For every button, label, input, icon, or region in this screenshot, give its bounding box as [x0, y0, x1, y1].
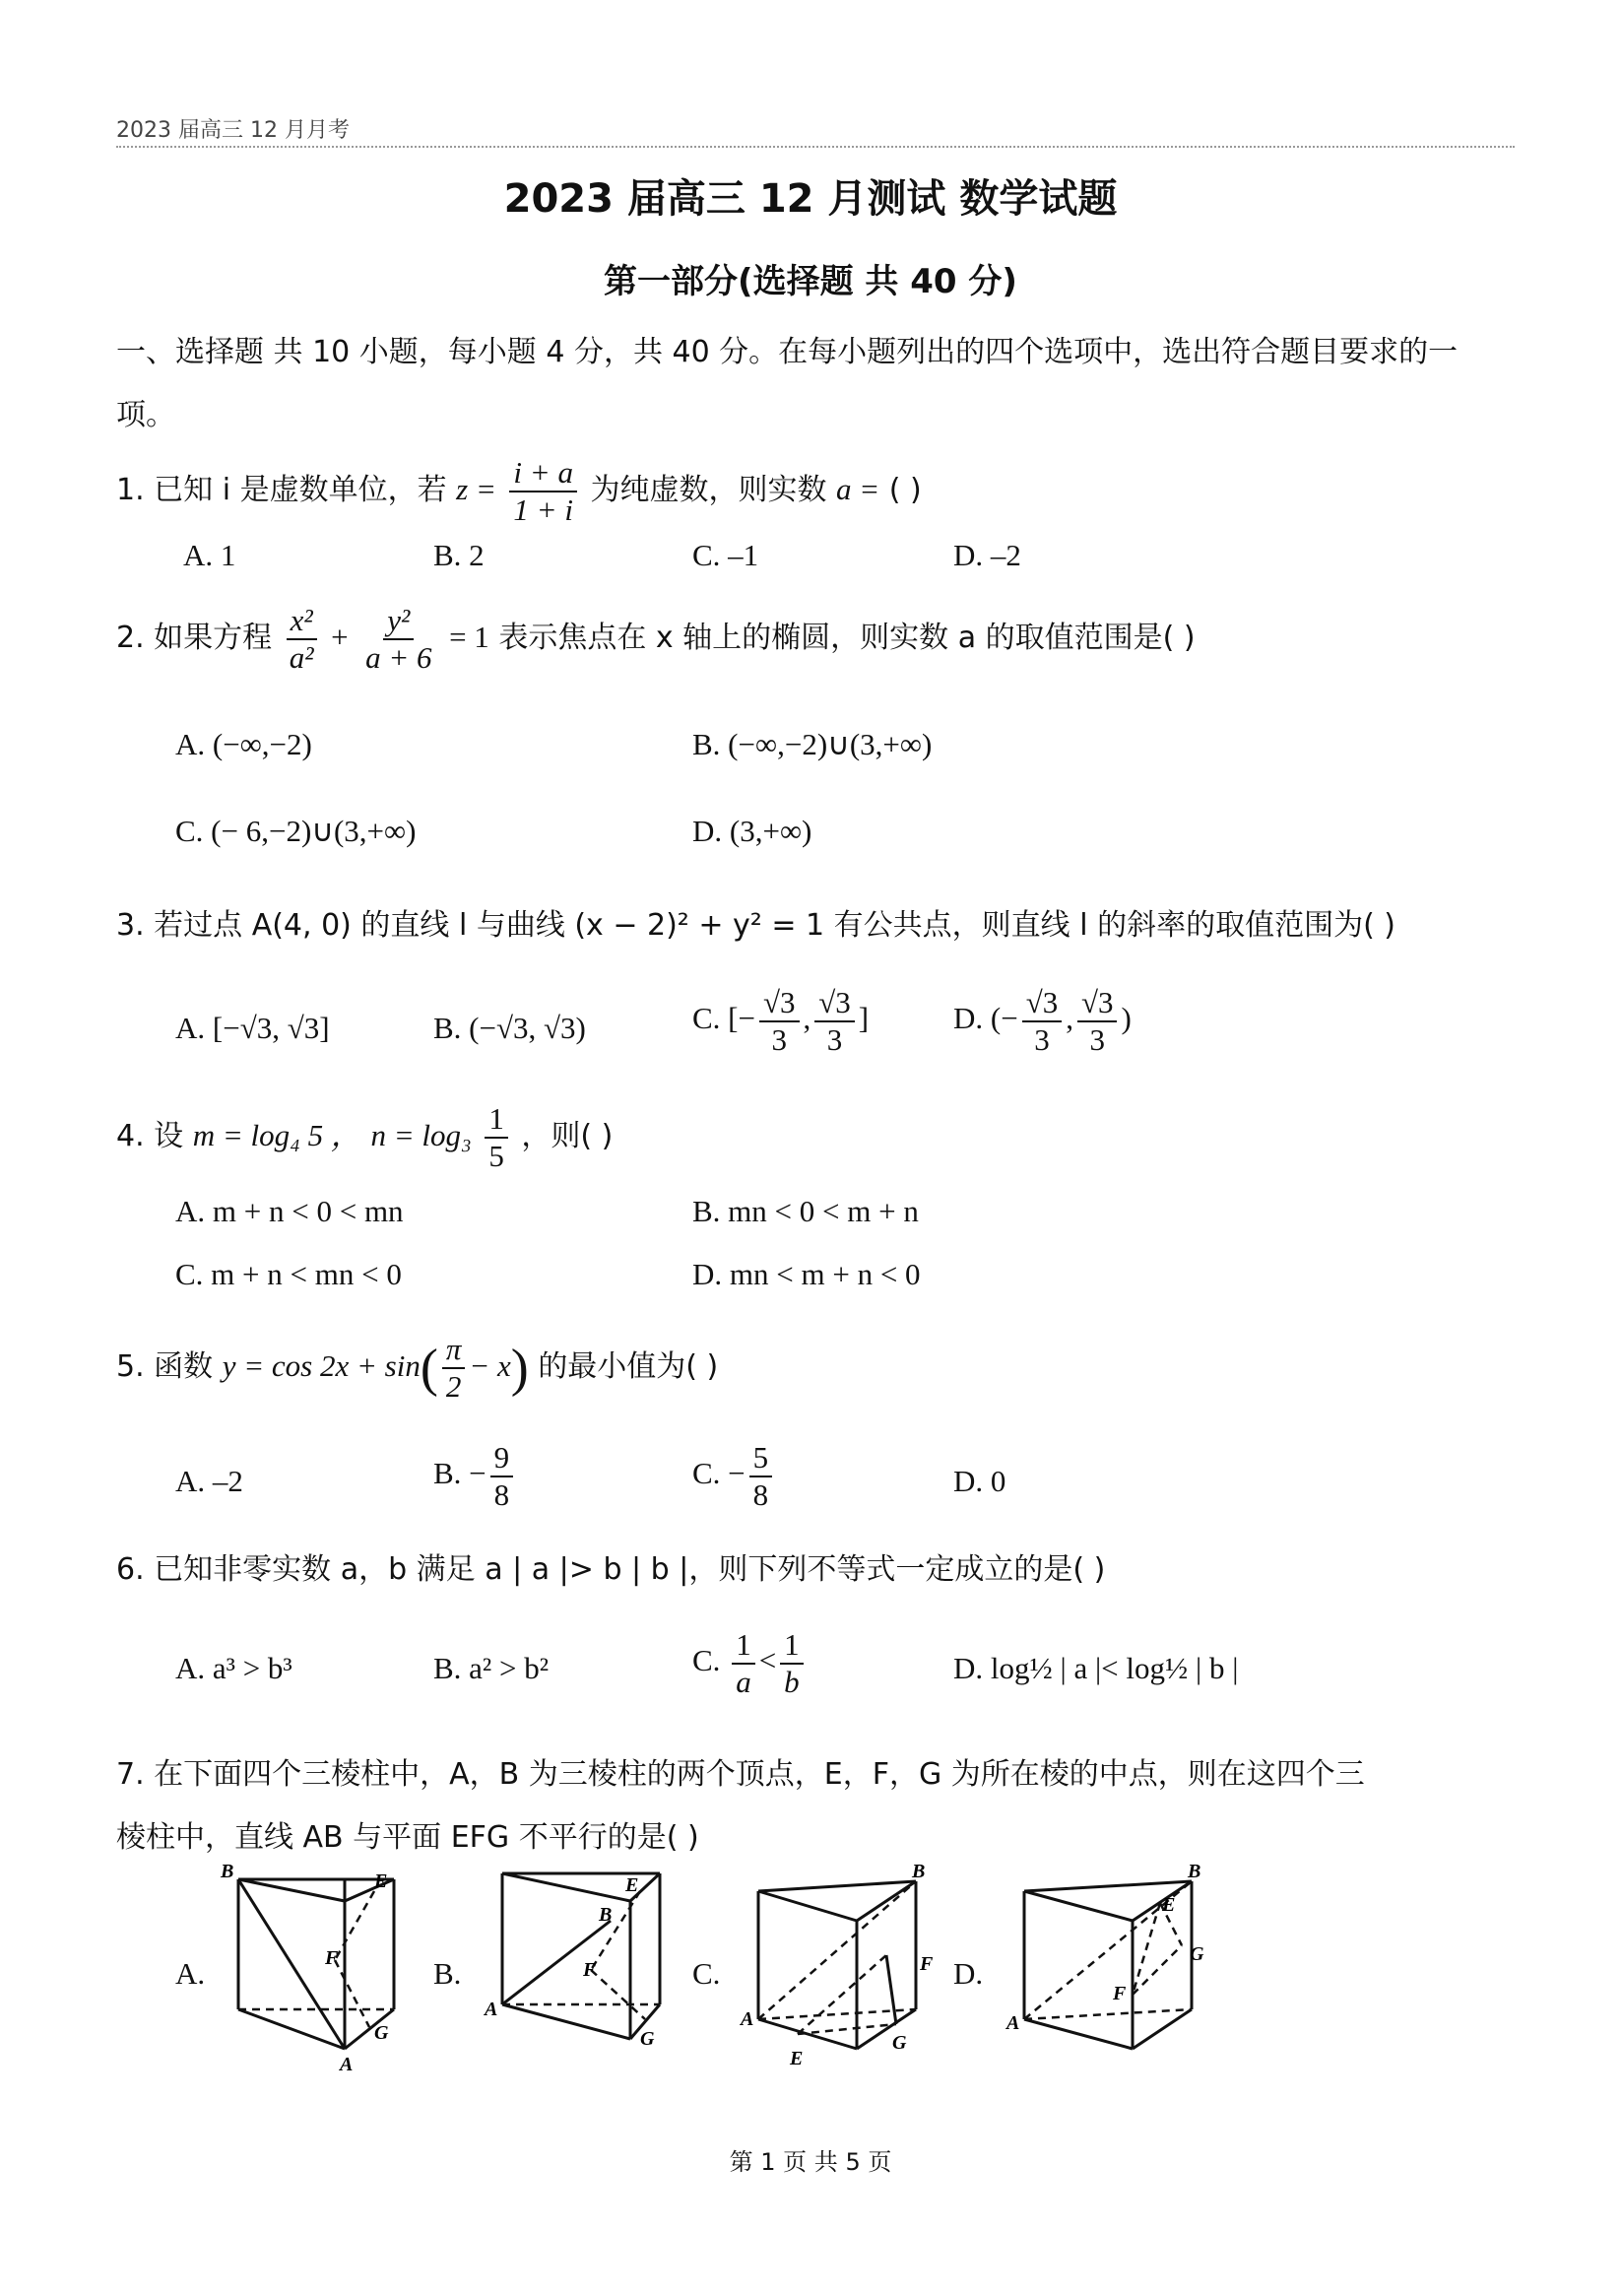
- q6-c-den-2: b: [784, 1664, 800, 1699]
- q3-c-comma: ,: [803, 1000, 811, 1035]
- q2-option-b[interactable]: B. (−∞,−2)∪(3,+∞): [692, 727, 933, 761]
- prism-figure-b: [483, 1862, 680, 2068]
- q4-option-b[interactable]: B. mn < 0 < m + n: [692, 1194, 919, 1228]
- q5-c-frac: [749, 1440, 773, 1512]
- q2-option-d[interactable]: D. (3,+∞): [692, 814, 812, 848]
- fig-b-label-e: E: [625, 1874, 639, 1896]
- q6-option-a[interactable]: A. a³ > b³: [175, 1651, 292, 1685]
- q5-c-prefix: C. −: [692, 1455, 746, 1490]
- q5-stem-start: 5. 函数: [116, 1349, 214, 1385]
- fig-c-label-b: B: [912, 1862, 926, 1882]
- q2-stem-end: 表示焦点在 x 轴上的椭圆，则实数 a 的取值范围是( ): [498, 621, 1196, 656]
- q5-minus-x: − x: [469, 1348, 511, 1384]
- q5-c-num: 5: [749, 1440, 773, 1477]
- q3-d-comma: ,: [1066, 1000, 1073, 1035]
- q6-c-num-1: 1: [732, 1627, 755, 1665]
- q3-c-frac-2: [814, 985, 855, 1057]
- q1-fraction: [509, 455, 577, 527]
- page-footer: 第 1 页 共 5 页: [729, 2148, 892, 2176]
- q6-c-den-1: a: [736, 1664, 751, 1699]
- q6-c-frac-1: [732, 1627, 755, 1699]
- q3-option-a[interactable]: A. [−√3, √3]: [175, 1011, 330, 1045]
- q5-open-paren: (: [420, 1338, 438, 1398]
- fig-b-label-g: G: [640, 2028, 655, 2050]
- q3-c-prefix: C. [−: [692, 1000, 755, 1035]
- q1-answer-paren: ( ): [888, 473, 922, 508]
- q3-d-prefix: D. (−: [953, 1000, 1018, 1035]
- q1-option-c[interactable]: C. –1: [692, 538, 759, 572]
- q3-option-d[interactable]: [953, 985, 1132, 1057]
- fig-b-label-b: B: [599, 1904, 613, 1926]
- q5-b-den: 8: [493, 1476, 510, 1512]
- q4-option-d[interactable]: D. mn < m + n < 0: [692, 1257, 921, 1291]
- q1-option-b[interactable]: B. 2: [433, 538, 485, 572]
- question-4: [116, 1101, 613, 1173]
- prism-figure-d: [1005, 1862, 1211, 2078]
- fig-d-label-a: A: [1006, 2012, 1020, 2034]
- q6-option-c[interactable]: [692, 1627, 808, 1699]
- fig-b-label-f: F: [583, 1959, 597, 1981]
- prism-figure-a: [217, 1862, 414, 2088]
- q3-d-num-1: √3: [1022, 985, 1063, 1022]
- q2-option-c[interactable]: C. (− 6,−2)∪(3,+∞): [175, 814, 417, 848]
- q7-option-c[interactable]: C.: [692, 1956, 721, 1991]
- q1-variable: a =: [836, 472, 880, 507]
- fig-a-label-e: E: [374, 1870, 388, 1892]
- q6-option-b[interactable]: B. a² > b²: [433, 1651, 550, 1685]
- q4-fraction: [485, 1101, 508, 1173]
- q6-c-prefix: C.: [692, 1642, 721, 1677]
- q4-option-c[interactable]: C. m + n < mn < 0: [175, 1257, 402, 1291]
- q1-stem-end: 为纯虚数，则实数: [590, 473, 827, 508]
- q5-option-a[interactable]: A. –2: [175, 1464, 243, 1498]
- q5-close-paren: ): [510, 1338, 529, 1398]
- question-7-line-2: 棱柱中，直线 AB 与平面 EFG 不平行的是( ): [116, 1820, 699, 1855]
- fig-c-label-f: F: [920, 1953, 934, 1975]
- q1-z: z =: [456, 472, 496, 507]
- fig-c-label-g: G: [892, 2032, 907, 2054]
- q5-fraction: [442, 1332, 466, 1404]
- q6-option-d[interactable]: D. log½ | a |< log½ | b |: [953, 1651, 1239, 1685]
- q2-fraction-2: [361, 603, 435, 675]
- q3-d-den-2: 3: [1089, 1021, 1105, 1057]
- fig-a-label-a: A: [340, 2054, 354, 2075]
- q3-c-num-2: √3: [814, 985, 855, 1022]
- question-7-line-1: 7. 在下面四个三棱柱中，A，B 为三棱柱的两个顶点，E，F，G 为所在棱的中点，则在这四个三: [116, 1757, 1365, 1792]
- q2-f2-numerator: y²: [383, 603, 414, 640]
- q1-option-a[interactable]: A. 1: [183, 538, 236, 572]
- q7-option-d[interactable]: D.: [953, 1956, 984, 1991]
- q4-numerator: 1: [485, 1101, 508, 1139]
- fig-a-label-g: G: [374, 2022, 389, 2044]
- q3-c-den-2: 3: [826, 1021, 843, 1057]
- q2-plus: +: [331, 620, 349, 655]
- fig-c-label-a: A: [741, 2008, 754, 2030]
- q5-c-den: 8: [752, 1476, 769, 1512]
- q3-c-frac-1: [759, 985, 800, 1057]
- q3-d-frac-1: [1022, 985, 1063, 1057]
- fig-a-label-b: B: [221, 1862, 234, 1882]
- q4-m-def: m = log₄ 5 ，: [192, 1118, 361, 1153]
- q4-stem-end: ，则( ): [521, 1119, 614, 1154]
- q5-option-c[interactable]: [692, 1440, 776, 1512]
- q2-f1-denominator: a²: [289, 639, 314, 675]
- question-5: [116, 1332, 718, 1404]
- fig-c-label-e: E: [790, 2048, 804, 2069]
- q1-option-d[interactable]: D. –2: [953, 538, 1021, 572]
- q4-denominator: 5: [488, 1138, 504, 1173]
- q5-option-d[interactable]: D. 0: [953, 1464, 1006, 1498]
- fig-d-label-b: B: [1188, 1862, 1201, 1882]
- part-title: 第一部分(选择题 共 40 分): [604, 262, 1017, 301]
- q2-equals: = 1: [449, 620, 489, 655]
- q3-option-b[interactable]: B. (−√3, √3): [433, 1011, 586, 1045]
- q6-c-frac-2: [780, 1627, 804, 1699]
- fig-a-label-f: F: [325, 1947, 339, 1969]
- q7-option-b[interactable]: B.: [433, 1956, 462, 1991]
- question-2: [116, 603, 1196, 675]
- question-6: 6. 已知非零实数 a，b 满足 a | a |> b | b |，则下列不等式一定成立的是( ): [116, 1552, 1106, 1587]
- q5-numerator: π: [442, 1332, 466, 1369]
- q3-d-close: ): [1121, 1000, 1132, 1035]
- page-header: 2023 届高三 12 月月考: [116, 118, 350, 143]
- question-1: [116, 455, 922, 527]
- q6-c-lt: <: [758, 1642, 777, 1677]
- q3-option-c[interactable]: [692, 985, 869, 1057]
- header-divider: [116, 146, 1515, 148]
- q1-stem-start: 1. 已知 i 是虚数单位，若: [116, 473, 447, 508]
- q2-f2-denominator: a + 6: [365, 639, 432, 675]
- q5-expression: y = cos 2x + sin: [222, 1348, 421, 1384]
- q3-d-num-2: √3: [1077, 985, 1118, 1022]
- q2-f1-numerator: x²: [287, 603, 317, 640]
- q6-c-num-2: 1: [780, 1627, 804, 1665]
- q5-option-b[interactable]: [433, 1440, 517, 1512]
- q4-option-a[interactable]: A. m + n < 0 < mn: [175, 1194, 404, 1228]
- q5-b-prefix: B. −: [433, 1455, 486, 1490]
- section-instructions: 一、选择题 共 10 小题，每小题 4 分，共 40 分。在每小题列出的四个选项中，选出符合题目要求的一项。: [116, 335, 1459, 432]
- fig-d-label-e: E: [1162, 1894, 1176, 1916]
- fig-d-label-g: G: [1190, 1943, 1204, 1965]
- q1-numerator: i + a: [509, 455, 577, 492]
- prism-figure-c: [739, 1862, 936, 2078]
- q4-stem-start: 4. 设: [116, 1119, 184, 1154]
- q5-stem-end: 的最小值为( ): [538, 1349, 719, 1385]
- q2-stem-start: 2. 如果方程: [116, 621, 273, 656]
- q5-b-frac: [490, 1440, 514, 1512]
- fig-d-label-f: F: [1113, 1983, 1127, 2004]
- fig-b-label-a: A: [485, 1999, 498, 2020]
- q3-c-close: ]: [858, 1000, 870, 1035]
- q3-d-frac-2: [1077, 985, 1118, 1057]
- q2-option-a[interactable]: A. (−∞,−2): [175, 727, 312, 761]
- q7-option-a[interactable]: A.: [175, 1956, 206, 1991]
- q2-fraction-1: [286, 603, 318, 675]
- q4-n-def: n = log₃: [370, 1118, 472, 1153]
- q1-denominator: 1 + i: [513, 492, 573, 527]
- q5-denominator: 2: [445, 1368, 462, 1404]
- q3-d-den-1: 3: [1034, 1021, 1050, 1057]
- exam-title: 2023 届高三 12 月测试 数学试题: [503, 176, 1118, 222]
- q5-b-num: 9: [490, 1440, 514, 1477]
- q3-c-den-1: 3: [771, 1021, 787, 1057]
- question-3: 3. 若过点 A(4, 0) 的直线 l 与曲线 (x − 2)² + y² = 1 有公共点，则直线 l 的斜率的取值范围为( ): [116, 908, 1396, 943]
- q3-c-num-1: √3: [759, 985, 800, 1022]
